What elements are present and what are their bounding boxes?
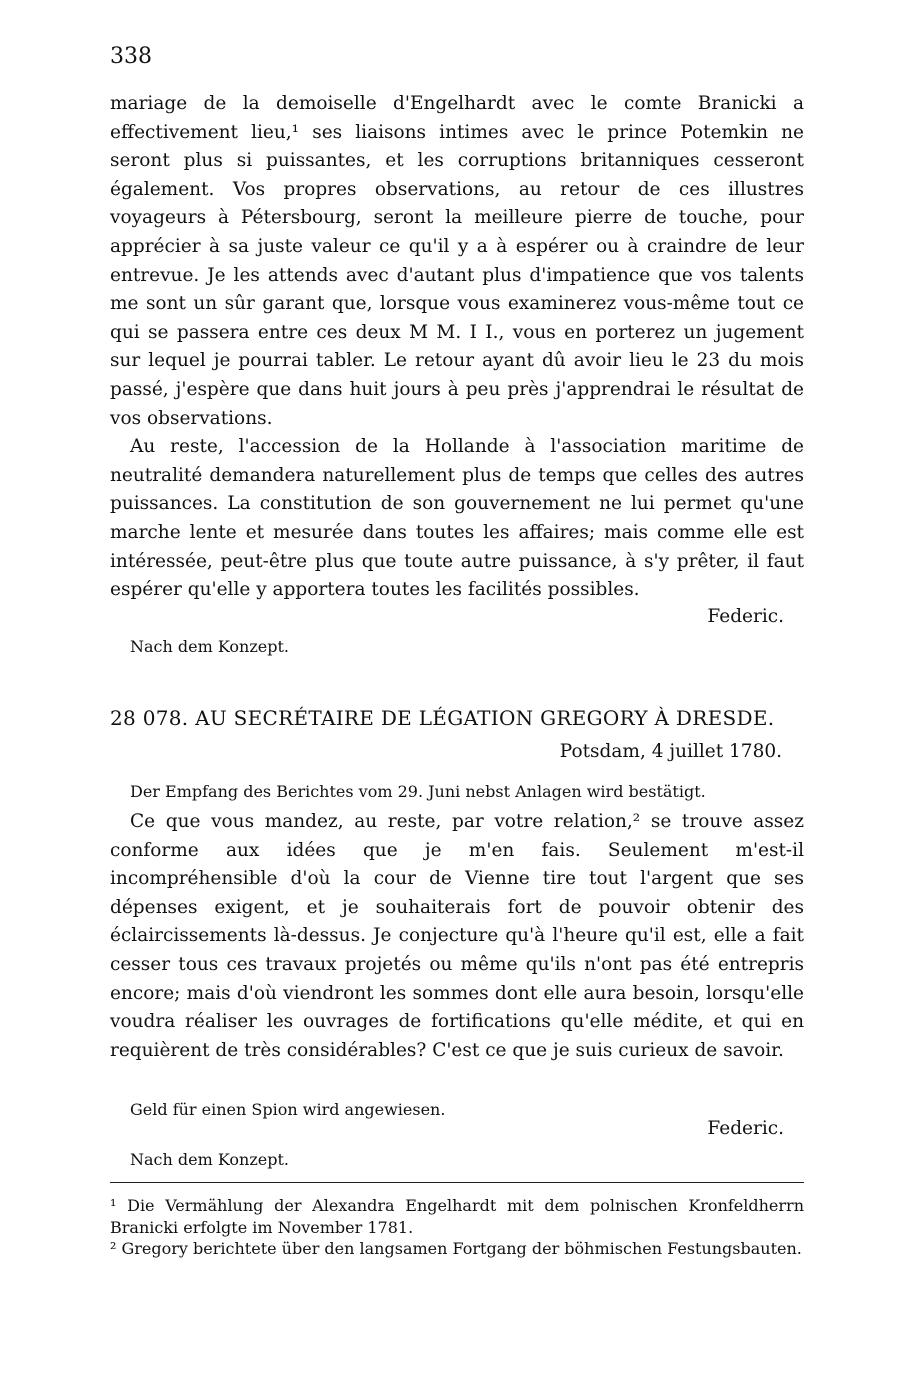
second-letter-body [110,808,804,1065]
editorial-note: Geld für einen Spion wird angewiesen. [130,1100,446,1119]
letter-summary: Der Empfang des Berichtes vom 29. Juni nebst Anlagen wird bestätigt. [130,782,706,801]
source-note: Nach dem Konzept. [130,1150,289,1169]
letter-heading: 28 078. AU SECRÉTAIRE DE LÉGATION GREGORY À DRESDE. [110,706,775,730]
paragraph: mariage de la demoiselle d'Engelhardt avec le comte Branicki a effectivement lieu,¹ ses liaisons intimes avec le prince Potemkin ne seront plus si puissantes, et les corruptions britanniques cesseront également. Vos propres observations, au retour de ces illustres voyageurs à Pétersbourg, seront la meilleure pierre de touche, pour apprécier à sa juste valeur ce qu'il y a à espérer ou à craindre de leur entrevue. Je les attends avec d'autant plus d'impatience que vos talents me sont un sûr garant que, lorsque vous examinerez vous-même tout ce qui se passera entre ces deux M M. I I., vous en porterez un jugement sur lequel je pourrai tabler. Le retour ayant dû avoir lieu le 23 du mois passé, j'espère que dans huit jours à peu près j'apprendrai le résultat de vos observations. [110,93,804,429]
paragraph: Au reste, l'accession de la Hollande à l'association maritime de neutralité demandera naturellement plus de temps que celles des autres puissances. La constitution de son gouvernement ne lui permet qu'une marche lente et mesurée dans toutes les affaires; mais comme elle est intéressée, peut-être plus que toute autre puissance, à s'y prêter, il faut espérer qu'elle y apportera toutes les facilités possibles. [110,436,804,601]
signature: Federic. [707,1118,784,1139]
footnote: ² Gregory berichtete über den langsamen Fortgang der böhmischen Festungsbauten. [110,1239,802,1258]
letter-dateline: Potsdam, 4 juillet 1780. [559,741,782,762]
signature: Federic. [707,606,784,627]
page-number: 338 [110,44,152,69]
first-letter-body [110,90,804,605]
footnote-divider [110,1182,804,1183]
footnote: ¹ Die Vermählung der Alexandra Engelhardt mit dem polnischen Kronfeldherrn Branicki erfolgte im November 1781. [110,1196,804,1237]
paragraph: Ce que vous mandez, au reste, par votre relation,² se trouve assez conforme aux idées que je m'en fais. Seulement m'est-il incompréhensible d'où la cour de Vienne tire tout l'argent que ses dépenses exigent, et je souhaiterais fort de pouvoir obtenir des éclaircissements là-dessus. Je conjecture qu'à l'heure qu'il est, elle a fait cesser tous ces travaux projetés ou même qu'ils n'ont pas été entrepris encore; mais d'où viendront les sommes dont elle aura besoin, lorsqu'elle voudra réaliser les ouvrages de fortifications qu'elle médite, et qui en requièrent de très considérables? C'est ce que je suis curieux de savoir. [110,811,804,1061]
source-note: Nach dem Konzept. [130,637,289,656]
footnotes [110,1195,804,1260]
